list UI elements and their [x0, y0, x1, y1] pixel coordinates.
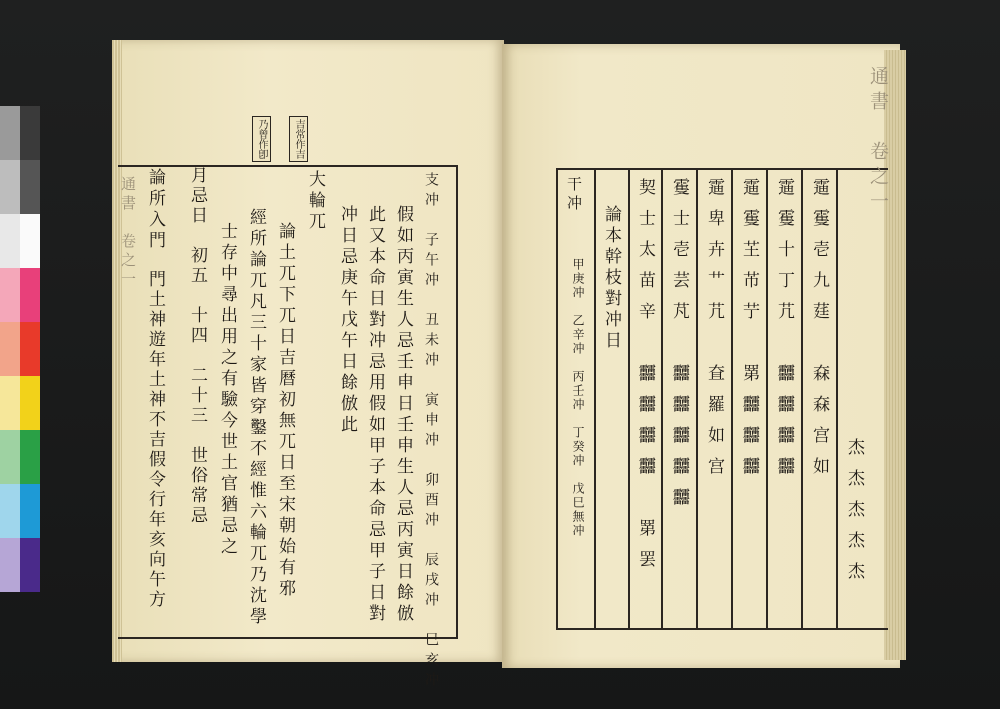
table-header: 干冲	[565, 176, 583, 214]
text-column: 經所論兀凡三十家皆穿鑿不經惟六輪兀乃沈學	[246, 208, 266, 628]
color-calibration-chart	[0, 106, 40, 596]
text-column: 士存中尋出用之有驗今世土官猶忌之	[217, 222, 237, 558]
table-column: 䨤卑卉艹芁 㚗羅如宫	[704, 178, 724, 488]
text-column: 支冲 子午冲 丑未冲 寅申冲 卯酉冲 辰戌冲 巳亥冲	[423, 172, 439, 692]
column-divider	[836, 168, 838, 628]
column-divider	[696, 168, 698, 628]
text-column: 門土神遊年土神不吉假令行年亥向午方	[145, 270, 165, 610]
column-divider	[731, 168, 733, 628]
annotation-label-b: 乃曾作卽	[252, 116, 271, 162]
text-column: 冲日忌庚午戊午日餘倣此	[337, 205, 357, 436]
table-column: 䨤䨥芏芇艼 罤䨻䨻䨻	[739, 178, 759, 488]
table-column: 䨥士壱芸芃 䨻䨻䨻䨻䨻	[669, 178, 689, 519]
text-column: 論所入門	[145, 168, 165, 252]
column-divider	[661, 168, 663, 628]
column-divider	[801, 168, 803, 628]
table-subheader: 甲庚冲 乙辛冲 丙壬冲 丁癸冲 戊巳無冲	[571, 258, 585, 538]
left-margin-heading: 通書 卷之一	[119, 176, 137, 290]
table-column: 䨤䨥壱九莛 㚞㚞宫如	[809, 178, 829, 488]
table-column: 杰杰杰杰杰	[844, 438, 864, 593]
text-column: 月忌日 初五 十四 二十三 世俗常忌	[187, 166, 207, 526]
column-divider	[594, 168, 596, 628]
text-column: 假如丙寅生人忌壬申日壬申生人忌丙寅日餘倣	[393, 205, 413, 625]
text-column: 論土兀下兀日吉曆初無兀日至宋朝始有邪	[275, 222, 295, 600]
table-column: 䨤䨥十丁芁 䨻䨻䨻䨻	[774, 178, 794, 488]
table-column: 契士太苗辛 䨻䨻䨻䨻 罤罢	[635, 178, 655, 581]
column-divider	[766, 168, 768, 628]
column-divider	[628, 168, 630, 628]
annotation-label-a: 吉常作吉	[289, 116, 308, 162]
section-title: 論本幹枝對冲日	[601, 205, 621, 352]
text-column: 此又本命日對冲忌用假如甲子本命忌甲子日對	[365, 205, 385, 625]
text-column: 大輪兀	[305, 170, 325, 233]
book-title-margin: 通書 卷之一	[867, 66, 889, 216]
